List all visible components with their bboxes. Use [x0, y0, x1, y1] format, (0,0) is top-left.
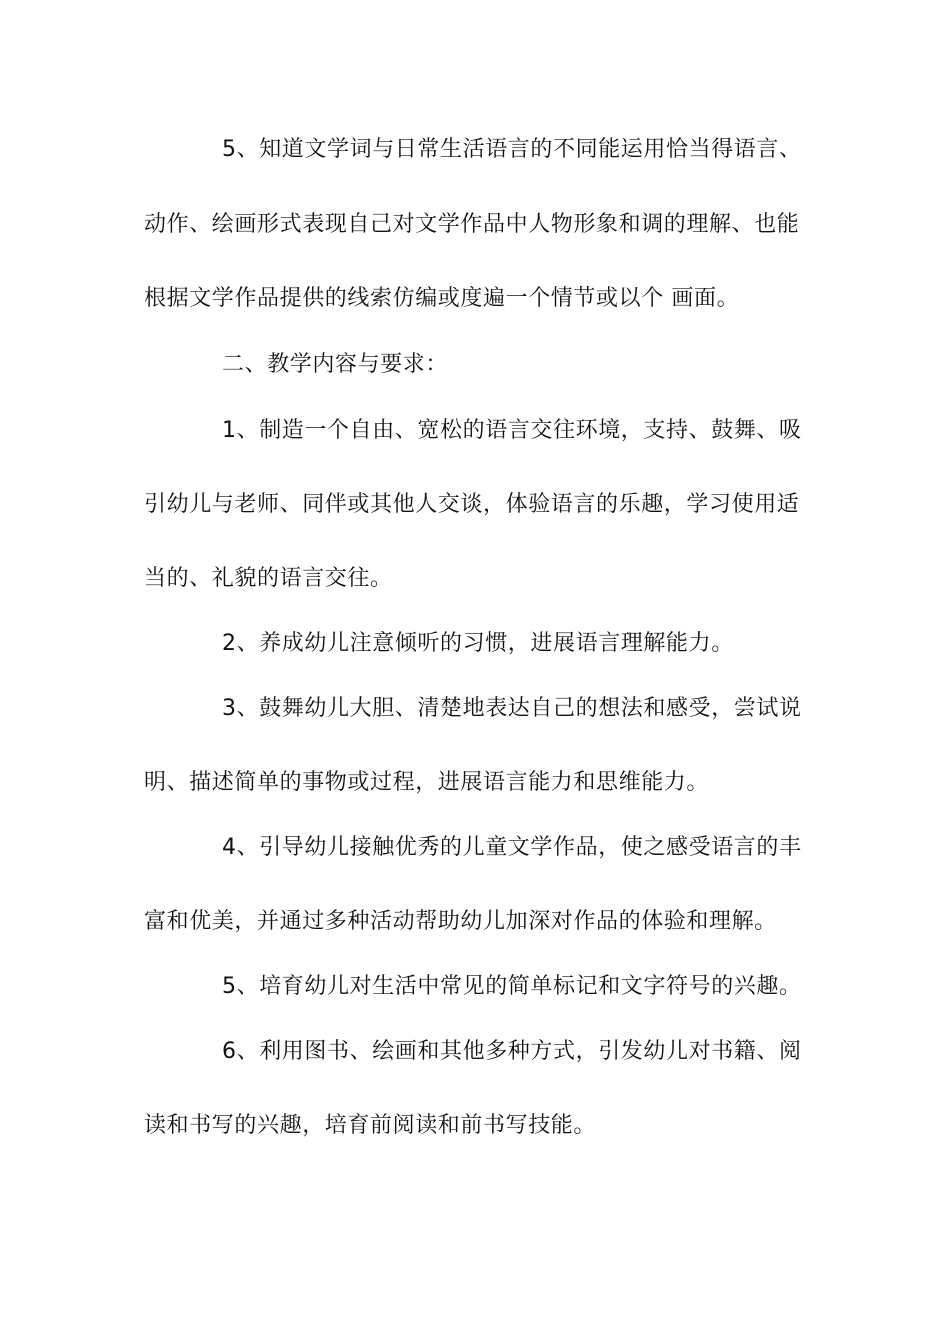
item-1-line-1: 1、制造一个自由、宽松的语言交往环境，支持、鼓舞、吸 [222, 418, 802, 443]
item-4-line-1: 4、引导幼儿接触优秀的儿童文学作品，使之感受语言的丰 [222, 835, 802, 860]
item-1-line-2: 引幼儿与老师、同伴或其他人交谈，体验语言的乐趣，学习使用适 [144, 492, 800, 517]
item-1-line-3: 当的、礼貌的语言交往。 [144, 566, 393, 591]
item-5-knowledge-line-2: 动作、绘画形式表现自己对文学作品中人物形象和调的理解、也能 [144, 212, 800, 237]
section-heading: 二、教学内容与要求： [222, 352, 449, 377]
item-5-line-1: 5、培育幼儿对生活中常见的简单标记和文字符号的兴趣。 [222, 974, 802, 999]
item-5-knowledge-line-3: 根据文学作品提供的线索仿编或度遍一个情节或以个 画面。 [144, 286, 740, 311]
item-6-line-1: 6、利用图书、绘画和其他多种方式，引发幼儿对书籍、阅 [222, 1039, 802, 1064]
item-5-knowledge-line-1: 5、知道文学词与日常生活语言的不同能运用恰当得语言、 [222, 137, 802, 162]
item-2-line-1: 2、养成幼儿注意倾听的习惯，进展语言理解能力。 [222, 631, 734, 656]
item-3-line-2: 明、描述简单的事物或过程，进展语言能力和思维能力。 [144, 770, 710, 795]
item-4-line-2: 富和优美，并通过多种活动帮助幼儿加深对作品的体验和理解。 [144, 909, 777, 934]
item-6-line-2: 读和书写的兴趣，培育前阅读和前书写技能。 [144, 1113, 597, 1138]
item-3-line-1: 3、鼓舞幼儿大胆、清楚地表达自己的想法和感受，尝试说 [222, 696, 802, 721]
